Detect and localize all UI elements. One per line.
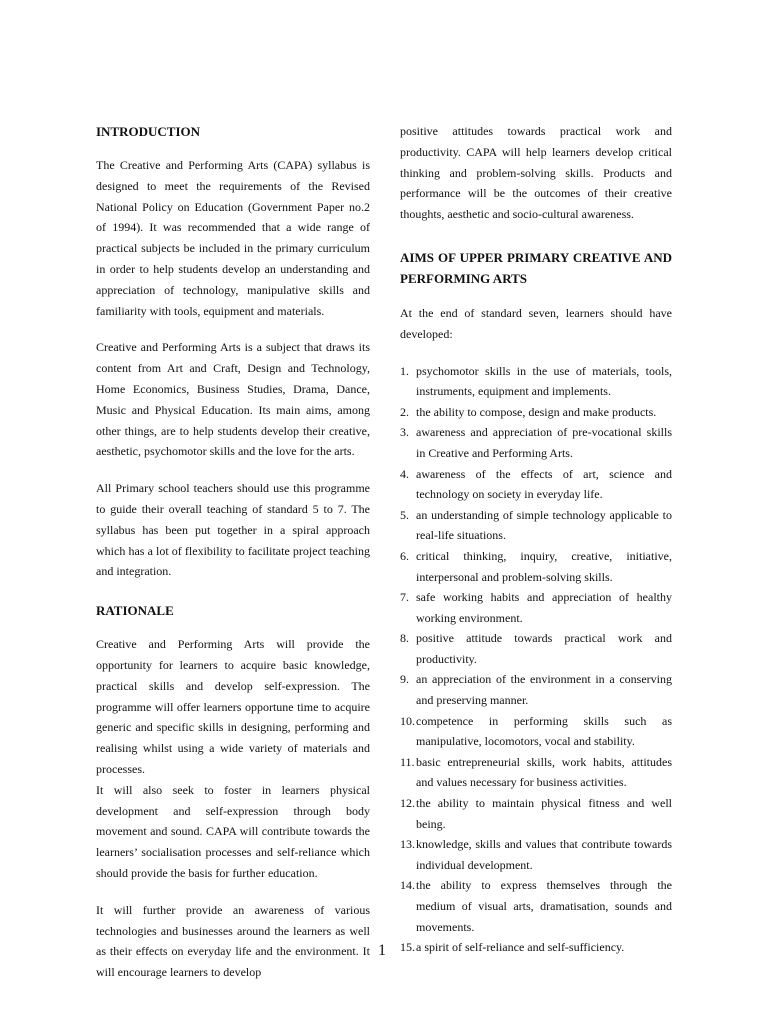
aims-intro: At the end of standard seven, learners should have developed: xyxy=(400,305,672,341)
aim-number: 10. xyxy=(400,713,415,728)
aim-number: 13. xyxy=(400,837,415,852)
aim-number: 7. xyxy=(400,590,409,605)
aim-number: 8. xyxy=(400,631,409,646)
aim-number: 9. xyxy=(400,672,409,687)
aim-text: awareness of the effects of art, science and technology on society in everyday life. xyxy=(416,466,672,502)
aims-list-item xyxy=(400,793,672,834)
aim-number: 15. xyxy=(400,940,415,955)
aims-list-item xyxy=(400,711,672,752)
rationale-paragraph-2: It will also seek to foster in learners physical development and self-expression through body movement and sound. CAPA will contribute towards the learners’ socialisation processes and self-reliance which should provide the basis for further education. xyxy=(96,782,370,880)
aim-text: the ability to compose, design and make products. xyxy=(416,404,657,419)
aim-text: an understanding of simple technology applicable to real-life situations. xyxy=(416,507,672,543)
aim-text: critical thinking, inquiry, creative, initiative, interpersonal and problem-solving skills. xyxy=(416,548,672,584)
aims-list-item xyxy=(400,402,672,423)
aims-list-item xyxy=(400,361,672,402)
aims-list-item xyxy=(400,464,672,505)
aim-text: safe working habits and appreciation of healthy working environment. xyxy=(416,590,672,625)
aim-number: 3. xyxy=(400,425,409,440)
aim-number: 4. xyxy=(400,466,409,481)
aim-text: the ability to express themselves through the medium of visual arts, dramatisation, sounds and movements. xyxy=(416,878,672,934)
aims-heading: AIMS OF UPPER PRIMARY CREATIVE AND PERFORMING ARTS xyxy=(400,249,672,286)
aims-list-item xyxy=(400,669,672,710)
continuation-paragraph: positive attitudes towards practical work and productivity. CAPA will help learners develop critical thinking and problem-solving skills. Products and performance will be the outcomes of their creative thoughts, aesthetic and socio-cultural awareness. xyxy=(400,124,672,222)
aims-list-item xyxy=(400,875,672,937)
rationale-paragraph-1: Creative and Performing Arts will provide the opportunity for learners to acquire basic knowledge, practical skills and develop self-expression. The programme will offer learners opportune time to acquire generic and specific skills in designing, performing and realising whilst using a wide variety of materials and processes. xyxy=(96,637,370,776)
aims-list-item xyxy=(400,546,672,587)
aims-list-item xyxy=(400,937,672,958)
aim-number: 11. xyxy=(400,754,415,769)
aim-text: competence in performing skills such as manipulative, locomotors, vocal and stability. xyxy=(416,713,672,749)
aim-text: psychomotor skills in the use of materials, tools, instruments, equipment and implements. xyxy=(416,363,672,399)
right-column xyxy=(400,121,672,958)
aim-number: 2. xyxy=(400,404,409,419)
aim-number: 1. xyxy=(400,363,409,378)
aim-number: 6. xyxy=(400,548,409,563)
aims-list-item xyxy=(400,587,672,628)
introduction-paragraph-3: All Primary school teachers should use this programme to guide their overall teaching of standard 5 to 7. The syllabus has been put together in a spiral approach which has a lot of flexibility to facilitate project teaching and integration. xyxy=(96,481,370,579)
left-column xyxy=(96,121,370,999)
rationale-paragraph-3: It will further provide an awareness of various technologies and businesses around the learners as well as their effects on everyday life and the environment. It will encourage learners to develop xyxy=(96,902,370,980)
introduction-paragraph-2: Creative and Performing Arts is a subject that draws its content from Art and Craft, Design and Technology, Home Economics, Business Studies, Drama, Dance, Music and Physical Education. Its main aims, among other things, are to help students develop their creative, aesthetic, psychomotor skills and the love for the arts. xyxy=(96,340,370,459)
aim-text: basic entrepreneurial skills, work habits, attitudes and values necessary for business activities. xyxy=(416,754,672,790)
aim-text: a spirit of self-reliance and self-sufficiency. xyxy=(416,940,625,955)
introduction-paragraph-1: The Creative and Performing Arts (CAPA) syllabus is designed to meet the requirements of the Revised National Policy on Education (Government Paper no.2 of 1994). It was recommended that a wide range of practical subjects be included in the primary curriculum in order to help students develop an understanding and appreciation of technology, manipulative skills and familiarity with tools, equipment and materials. xyxy=(96,158,370,318)
aims-list xyxy=(400,361,672,958)
rationale-heading: RATIONALE xyxy=(96,603,174,619)
aims-list-item xyxy=(400,505,672,546)
aim-text: awareness and appreciation of pre-vocational skills in Creative and Performing Arts. xyxy=(416,425,672,460)
aim-text: the ability to maintain physical fitness and well being. xyxy=(416,796,672,831)
aims-list-item xyxy=(400,834,672,875)
aim-number: 12. xyxy=(400,796,415,811)
aims-list-item xyxy=(400,628,672,669)
aim-number: 14. xyxy=(400,878,415,893)
page-number: 1 xyxy=(378,942,386,959)
aim-text: knowledge, skills and values that contribute towards individual development. xyxy=(416,837,672,872)
aim-number: 5. xyxy=(400,507,409,522)
aims-list-item xyxy=(400,422,672,463)
introduction-heading: INTRODUCTION xyxy=(96,124,201,139)
aims-list-item xyxy=(400,752,672,793)
aim-text: an appreciation of the environment in a conserving and preserving manner. xyxy=(416,672,672,708)
aim-text: positive attitude towards practical work and productivity. xyxy=(416,631,672,666)
